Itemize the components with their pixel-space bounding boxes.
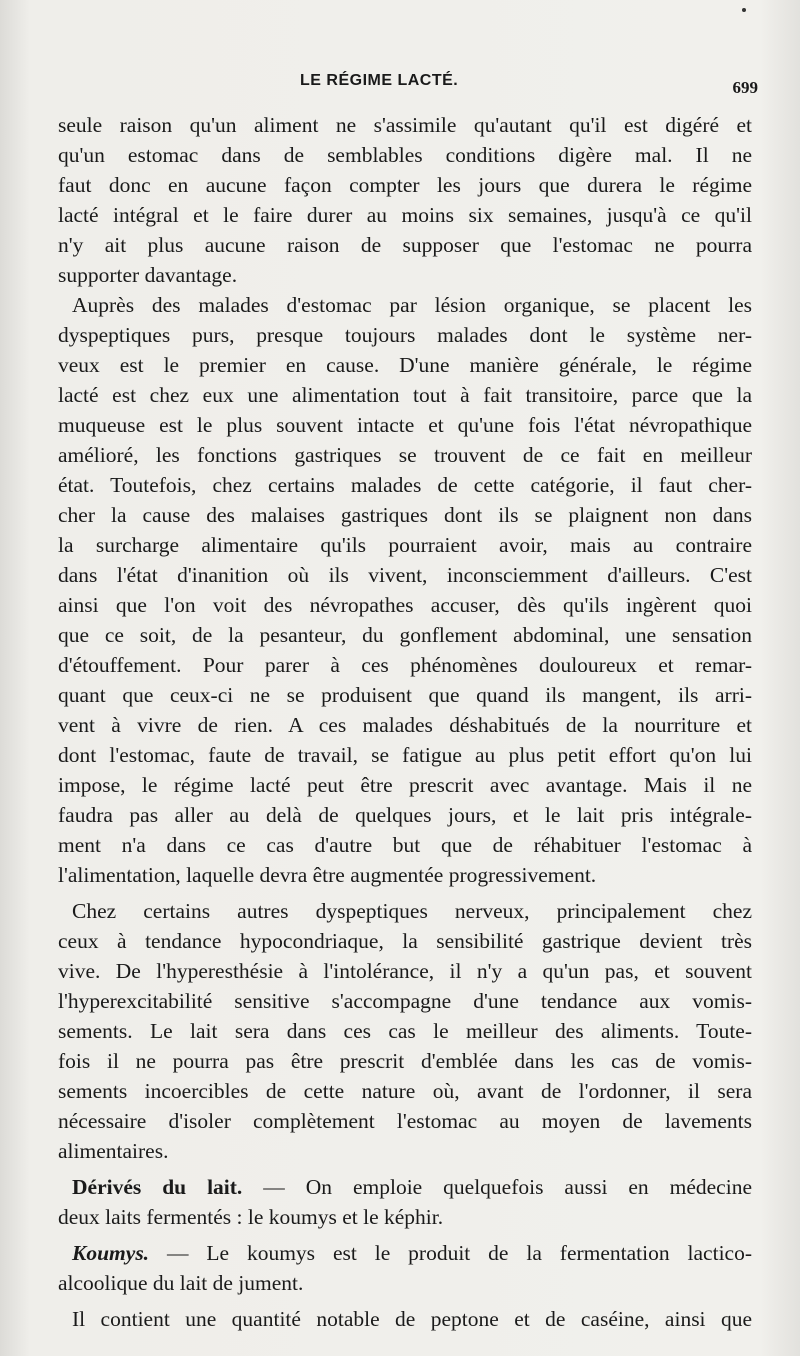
text-line: supporter davantage. [58, 263, 238, 287]
section-koumys-text: — Le koumys est le produit de la fermentation lactico- [149, 1241, 752, 1265]
text-line: alimentaires. [58, 1139, 169, 1163]
text-line: l'hyperexcitabilité sensitive s'accompagne d'une tendance aux vomis- [58, 989, 752, 1013]
text-line: seule raison qu'un aliment ne s'assimile qu'autant qu'il est digéré et [58, 113, 752, 137]
print-speck [742, 8, 746, 12]
text-line: amélioré, les fonctions gastriques se trouvent de ce fait en meilleur [58, 443, 752, 467]
text-line: deux laits fermentés : le koumys et le képhir. [58, 1205, 444, 1229]
text-line: ment n'a dans ce cas d'autre but que de réhabituer l'estomac à [58, 833, 752, 857]
text-line: sements. Le lait sera dans ces cas le meilleur des aliments. Toute- [58, 1019, 752, 1043]
text-line: muqueuse est le plus souvent intacte et qu'une fois l'état névropathique [58, 413, 752, 437]
text-line: ceux à tendance hypocondriaque, la sensibilité gastrique devient très [58, 929, 752, 953]
text-line: lacté intégral et le faire durer au moins six semaines, jusqu'à ce qu'il [58, 203, 752, 227]
text-line: ainsi que l'on voit des névropathes accuser, dès qu'ils ingèrent quoi [58, 593, 752, 617]
section-heading-derives: Dérivés du lait. [72, 1175, 243, 1199]
text-line: fois il ne pourra pas être prescrit d'emblée dans les cas de vomis- [58, 1049, 752, 1073]
text-line: faut donc en aucune façon compter les jours que durera le régime [58, 173, 752, 197]
text-line: Il contient une quantité notable de peptone et de caséine, ainsi que [72, 1307, 752, 1331]
text-line: cher la cause des malaises gastriques dont ils se plaignent non dans [58, 503, 752, 527]
text-line: que ce soit, de la pesanteur, du gonflement abdominal, une sensation [58, 623, 752, 647]
text-line: sements incoercibles de cette nature où, avant de l'ordonner, il sera [58, 1079, 752, 1103]
text-line: dyspeptiques purs, presque toujours malades dont le système ner- [58, 323, 752, 347]
page-number: 699 [732, 78, 758, 97]
text-line: faudra pas aller au delà de quelques jours, et le lait pris intégrale- [58, 803, 752, 827]
text-line: dans l'état d'inanition où ils vivent, inconsciemment d'ailleurs. C'est [58, 563, 752, 587]
section-derives-text: — On emploie quelquefois aussi en médecine [242, 1175, 752, 1199]
text-line: Auprès des malades d'estomac par lésion organique, se placent les [72, 293, 752, 317]
body-text [58, 110, 752, 1334]
section-derives-line-1 [58, 1172, 752, 1202]
text-line: impose, le régime lacté peut être prescrit avec avantage. Mais il ne [58, 773, 752, 797]
text-line: la surcharge alimentaire qu'ils pourraient avoir, mais au contraire [58, 533, 752, 557]
section-heading-koumys: Koumys. [72, 1241, 150, 1265]
text-line: d'étouffement. Pour parer à ces phénomènes douloureux et remar- [58, 653, 752, 677]
running-header [60, 72, 758, 96]
text-line: dont l'estomac, faute de travail, se fatigue au plus petit effort qu'on lui [58, 743, 752, 767]
text-line: quant que ceux-ci ne se produisent que quand ils mangent, ils arri- [58, 683, 752, 707]
text-line: nécessaire d'isoler complètement l'estomac au moyen de lavements [58, 1109, 752, 1133]
text-line: vent à vivre de rien. A ces malades déshabitués de la nourriture et [58, 713, 752, 737]
text-line: vive. De l'hyperesthésie à l'intolérance, il n'y a qu'un pas, et souvent [58, 959, 752, 983]
section-koumys-line-1 [58, 1238, 752, 1268]
text-line: n'y ait plus aucune raison de supposer que l'estomac ne pourra [58, 233, 752, 257]
text-line: veux est le premier en cause. D'une manière générale, le régime [58, 353, 752, 377]
text-line: qu'un estomac dans de semblables conditions digère mal. Il ne [58, 143, 752, 167]
text-line: l'alimentation, laquelle devra être augmentée progressivement. [58, 863, 597, 887]
text-line: Chez certains autres dyspeptiques nerveux, principalement chez [72, 899, 752, 923]
running-title: LE RÉGIME LACTÉ. [300, 72, 459, 89]
text-line: état. Toutefois, chez certains malades de cette catégorie, il faut cher- [58, 473, 752, 497]
text-line: lacté est chez eux une alimentation tout à fait transitoire, parce que la [58, 383, 752, 407]
text-line: alcoolique du lait de jument. [58, 1271, 304, 1295]
